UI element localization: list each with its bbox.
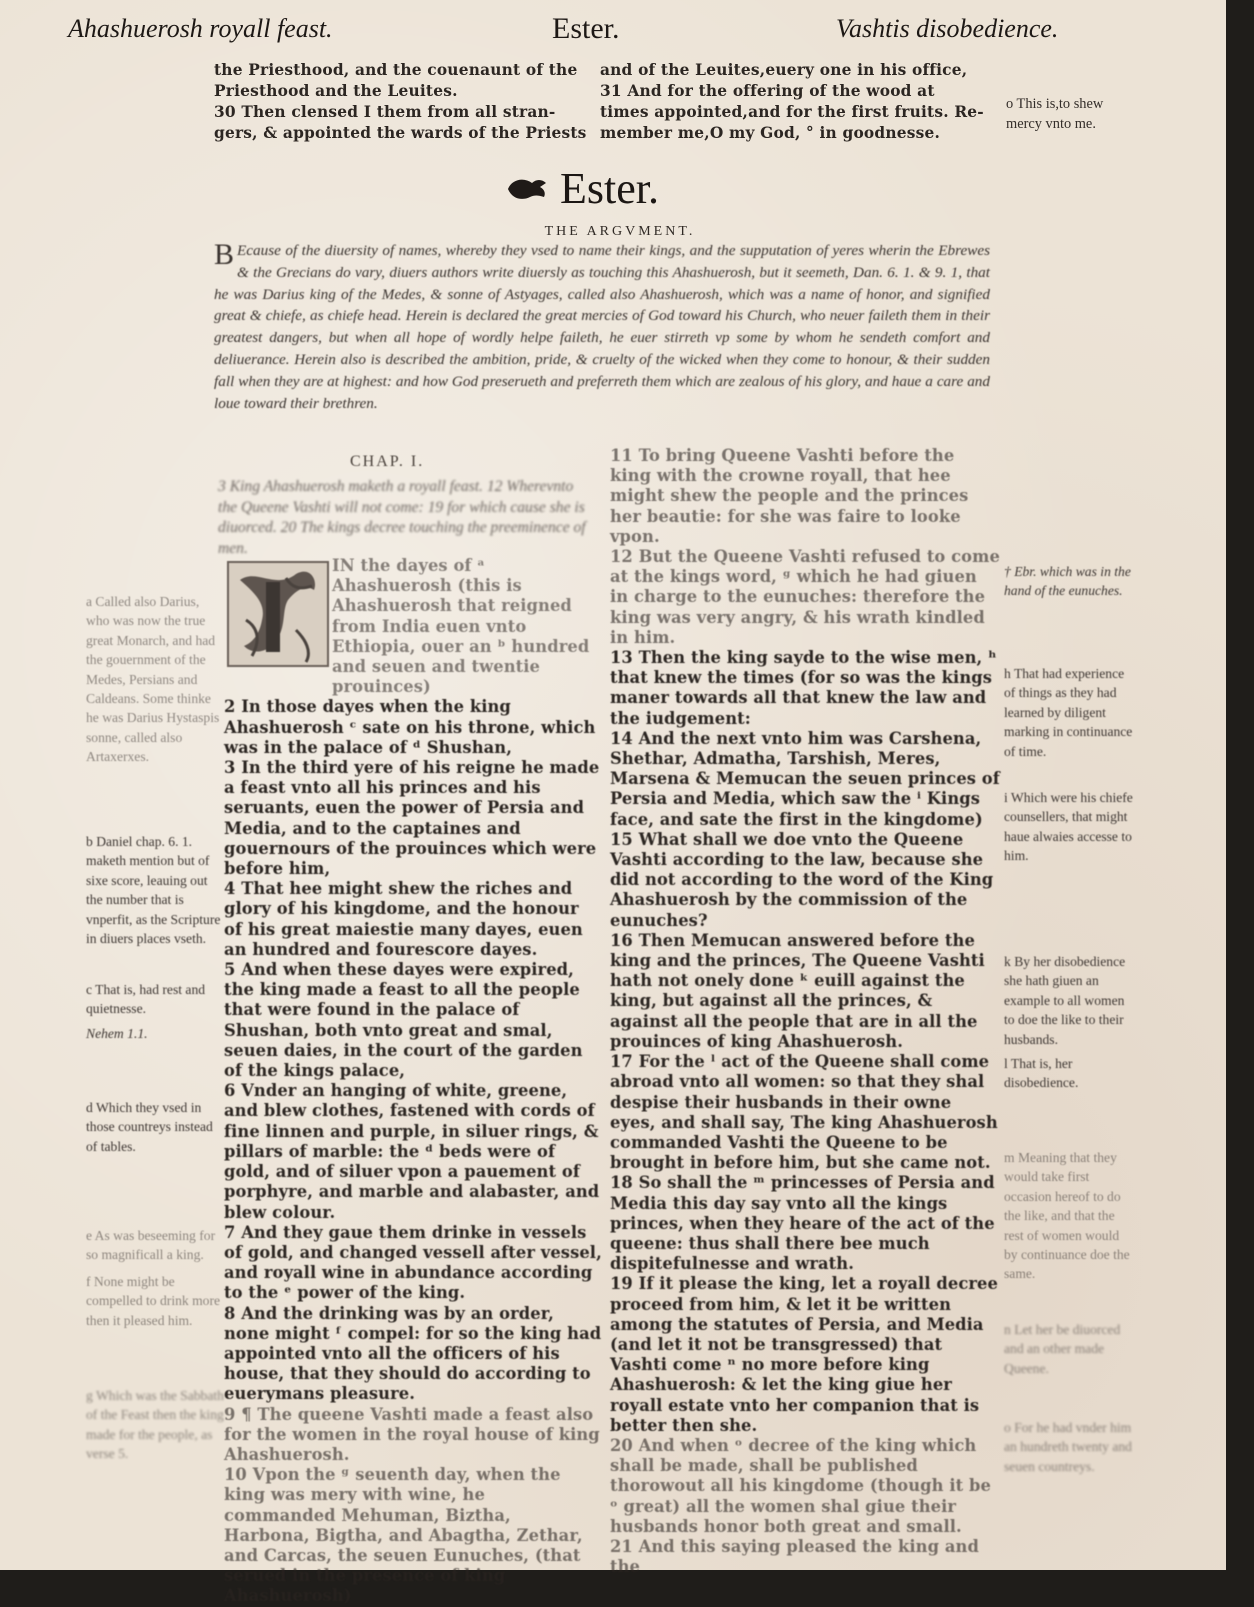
- verse-3: 3 In the third yere of his reigne he made a feast vnto all his princes and his seruants, euen the power of Persia and Media, and to the captaines and gouernours of the prouinces which were before him,: [224, 758, 600, 879]
- margin-note-o: o This is,to shew mercy vnto me.: [1006, 96, 1104, 132]
- verse-9: 9 ¶ The queene Vashti made a feast also for the women in the royal house of king Ahashuerosh.: [224, 1404, 600, 1464]
- chapter-summary: 3 King Ahashuerosh maketh a royall feast. 12 Wherevnto the Queene Vashti will not come: 19 for which cause she is diuorced. 20 The kings decree touching the preeminence of men.: [218, 478, 586, 557]
- margin-note-n: n Let her be diuorced and an other made Queene.: [1004, 1322, 1121, 1376]
- verse-1: IN the dayes of ᵃ Ahashuerosh (this is Ahashuerosh that reigned from India euen vnto Ethiopia, ouer an ᵇ hundred and seuen and twentie prouinces): [332, 556, 590, 697]
- text-line: and of the Leuites,euery one in his office,: [600, 61, 968, 79]
- argument-text: [214, 240, 990, 414]
- text-line: gers, & appointed the wards of the Priests: [214, 124, 587, 142]
- verse-4: 4 That hee might shew the riches and glory of his kingdome, and the honour of his great maiestie many dayes, euen an hundred and fourescore dayes.: [224, 879, 583, 959]
- top-continuation-right: [600, 60, 996, 144]
- chapter-heading: CHAP. I.: [350, 453, 425, 470]
- top-continuation-left: [214, 60, 596, 144]
- book-title: Ester.: [560, 163, 659, 213]
- text-line: member me,O my God, ° in goodnesse.: [600, 124, 941, 142]
- margin-note-dagger: † Ebr. which was in the hand of the eunuches.: [1004, 564, 1131, 599]
- verse-6: 6 Vnder an hanging of white, greene, and blew clothes, fastened with cords of fine linnen and purple, in siluer rings, & pillars of marble: the ᵈ beds were of gold, and of siluer vpon a pauement of porphyre, and marble and alabaster, and blew colour.: [224, 1081, 600, 1222]
- verse-20: 20 And when ᵒ decree of the king which shall be made, shall be published thorowout all his kingdome (though it be ᵒ great) all the women shal giue their husbands honor both great and small.: [610, 1435, 991, 1536]
- margin-note-l: l That is, her disobedience.: [1004, 1056, 1079, 1091]
- verse-14: 14 And the next vnto him was Carshena, Shethar, Admatha, Tarshish, Meres, Marsena & Memucan the seuen princes of Persia and Media, which saw the ⁱ Kings face, and sate the first in the kingdome): [610, 728, 1000, 829]
- argument-drop-letter: B: [214, 238, 235, 271]
- margin-note-ref: Nehem 1.1.: [86, 1026, 148, 1041]
- verse-2: 2 In those dayes when the king Ahashuerosh ᶜ sate on his throne, which was in the palace of ᵈ Shushan,: [224, 697, 596, 757]
- running-header-right: Vashtis disobedience.: [836, 14, 1059, 43]
- verse-11: 11 To bring Queene Vashti before the king with the crowne royall, that hee might shew the people and the princes her beautie: for she was faire to looke vpon.: [610, 446, 969, 546]
- margin-note-a: a Called also Darius, who was now the true great Monarch, and had the gouernment of the Medes, Persians and Caldeans. Some thinke he was Darius Hystaspis sonne, called also Artaxerxes.: [86, 594, 220, 765]
- running-header-left: Ahashuerosh royall feast.: [68, 14, 333, 43]
- verse-5: 5 And when these dayes were expired, the king made a feast to all the people that were found in the palace of Shushan, both vnto great and smal, seuen daies, in the court of the garden of the kings palace,: [224, 960, 583, 1081]
- text-line: times appointed,and for the first fruits. Re-: [600, 103, 984, 121]
- text-line: 31 And for the offering of the wood at: [600, 82, 935, 100]
- running-header-center: Ester.: [552, 12, 620, 45]
- verse-15: 15 What shall we doe vnto the Queene Vashti according to the law, because she did not according to the word of the King Ahashuerosh by the commission of the eunuches?: [610, 829, 994, 930]
- verse-13: 13 Then the king sayde to the wise men, ʰ that knew the times (for so was the kings maner towards all that knew the law and the iudgement:: [610, 648, 997, 728]
- text-line: 30 Then clensed I them from all stran-: [214, 103, 556, 121]
- margin-note-i: i Which were his chiefe counsellers, that might haue alwaies accesse to him.: [1004, 790, 1133, 864]
- margin-note-o2: o For he had vnder him an hundreth twenty and seuen countreys.: [1004, 1420, 1132, 1474]
- margin-note-b: b Daniel chap. 6. 1. maketh mention but of sixe score, leauing out the number that is vnperfit, as the Scripture in diuers places vseth.: [86, 834, 221, 947]
- margin-note-f: f None might be compelled to drink more then it pleased him.: [86, 1274, 221, 1328]
- margin-note-e: e As was beseeming for so magnificall a king.: [86, 1228, 216, 1263]
- left-column-text: [224, 556, 602, 1607]
- verse-8: 8 And the drinking was by an order, none might ᶠ compel: for so the king had appointed vnto all the officers of his house, that they should do according to euerymans pleasure.: [224, 1303, 602, 1404]
- text-line: the Priesthood, and the couenaunt of the: [214, 61, 578, 79]
- text-line: Priesthood and the Leuites.: [214, 82, 458, 100]
- verse-7: 7 And they gaue them drinke in vessels of gold, and changed vessell after vessel, and royall wine in abundance according to the ᵉ power of the king.: [224, 1222, 602, 1303]
- verse-10: 10 Vpon the ᵍ seuenth day, when the king was mery with wine, he commanded Mehuman, Biztha, Harbona, Bigtha, and Abagtha, Zethar, and Carcas, the seuen Eunuches, (that serued in the presence of king Ahashuerosh): [224, 1465, 583, 1606]
- argument-heading: THE ARGVMENT.: [544, 224, 696, 239]
- verse-19: 19 If it please the king, let a royall decree proceed from him, & let it be written among the statutes of Persia, and Media (and let it not be transgressed) that Vashti come ⁿ no more before king Ahashuerosh: & let the king giue her royall estate vnto her companion that is better then she.: [610, 1274, 998, 1435]
- book-title-block: [506, 162, 659, 214]
- verse-21: 21 And this saying pleased the king and the: [610, 1536, 979, 1577]
- hand-ornament-icon: [506, 173, 550, 203]
- verse-18: 18 So shall the ᵐ princesses of Persia and Media this day say vnto all the kings princes, when they heare of the act of the queene: thus shall there bee much dispitefulnesse and wrath.: [610, 1173, 995, 1274]
- margin-note-h: h That had experience of things as they had learned by diligent marking in continuance of time.: [1004, 666, 1133, 759]
- margin-note-g: g Which was the Sabbath of the Feast then the king made for the people, as verse 5.: [86, 1388, 224, 1462]
- margin-note-m: m Meaning that they would take first occasion hereof to do the like, and that the rest of women would by continuance doe the same.: [1004, 1150, 1130, 1282]
- margin-note-c: c That is, had rest and quietnesse.: [86, 982, 206, 1017]
- margin-note-d: d Which they vsed in those countreys instead of tables.: [86, 1100, 213, 1154]
- verse-16: 16 Then Memucan answered before the king and the princes, The Queene Vashti hath not onely done ᵏ euill against the king, but against all the princes, & against all the people that are in all the prouinces of king Ahashuerosh.: [610, 930, 985, 1051]
- argument-body: Ecause of the diuersity of names, whereby they vsed to name their kings, and the supputation of yeres wherin the Ebrewes & the Grecians do vary, diuers authors write diuersly as touching this Ahashuerosh, but it seemeth, Dan. 6. 1. & 9. 1, that he was Darius king of the Medes, & sonne of Astyages, called also Ahashuerosh, which was a name of honor, and signified great & chiefe, as chiefe head. Herein is declared the great mercies of God toward his Church, who neuer faileth them in their greatest dangers, but when all hope of wordly helpe faileth, he euer stirreth vp some by whom he sendeth comfort and deliuerance. Herein also is described the ambition, pride, & cruelty of the wicked when they come to honour, & their sudden fall when they are at highest: and how God preserueth and preferreth them which are zealous of his glory, and haue a care and loue toward their brethren.: [214, 242, 990, 412]
- verse-12: 12 But the Queene Vashti refused to come at the kings word, ᵍ which he had giuen in charge to the eunuches: therefore the king was very angry, & his wrath kindled in him.: [610, 547, 1000, 647]
- right-column-text: [610, 446, 1000, 1577]
- margin-note-k: k By her disobedience she hath giuen an example to all women to doe the like to their husbands.: [1004, 954, 1126, 1047]
- verse-17: 17 For the ˡ act of the Queene shall come abroad vnto all women: so that they shal despise their husbands in their owne eyes, and shall say, The king Ahashuerosh commanded Vashti the Queene to be brought in before him, but she came not.: [610, 1052, 998, 1173]
